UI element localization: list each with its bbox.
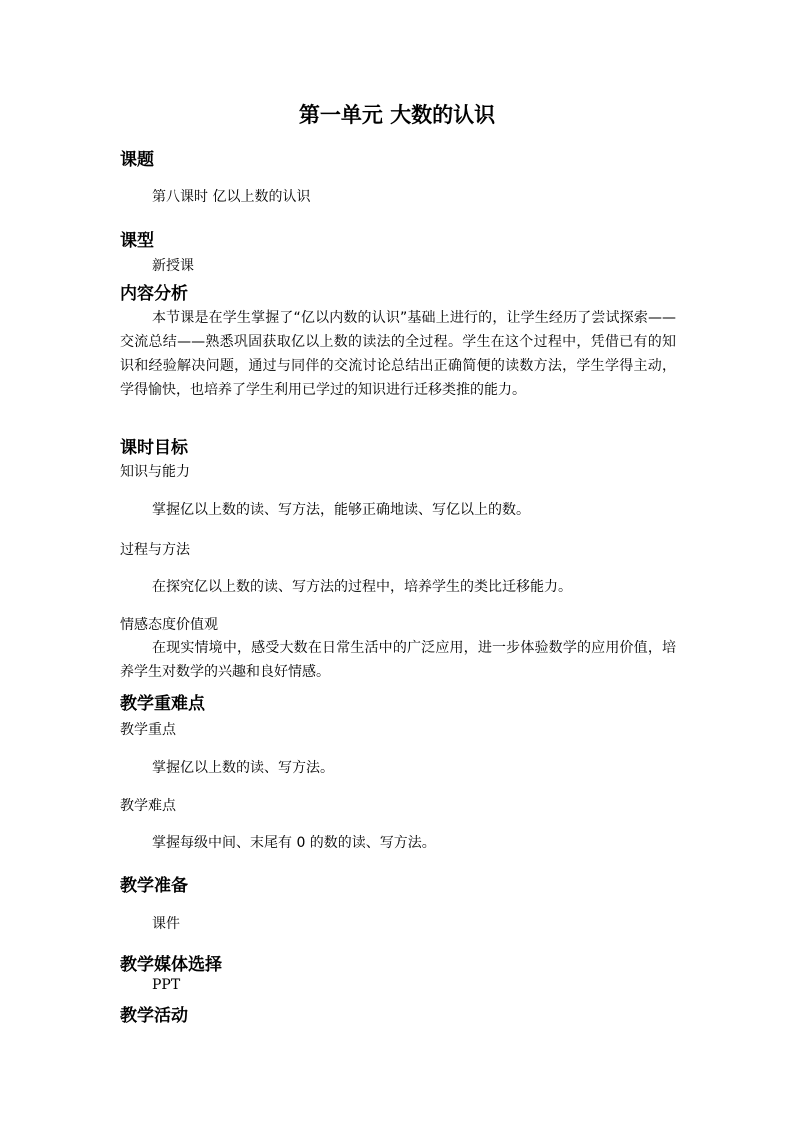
attitude-text: 在现实情境中，感受大数在日常生活中的广泛应用，进一步体验数学的应用价值，培养学生对数学的兴趣和良好情感。 (120, 640, 676, 680)
content-analysis-text: 本节课是在学生掌握了“亿以内数的认识”基础上进行的，让学生经历了尝试探索——交流总结——熟悉巩固获取亿以上数的读法的全过程。学生在这个过程中，凭借已有的知识和经验解决问题，通过与同伴的交流讨论总结出正确简便的读数方法，学生学得主动，学得愉快，也培养了学生利用已学过的知识进行迁移类推的能力。 (120, 310, 676, 398)
heading-activities: 教学活动 (120, 1006, 188, 1026)
key-point-text: 掌握亿以上数的读、写方法。 (152, 760, 334, 776)
subheading-attitude: 情感态度价值观 (120, 617, 218, 633)
document-title: 第一单元 大数的认识 (298, 103, 496, 127)
heading-topic: 课题 (120, 150, 154, 170)
subheading-difficulty: 教学难点 (120, 798, 176, 814)
topic-text: 第八课时 亿以上数的认识 (152, 189, 311, 205)
subheading-knowledge: 知识与能力 (120, 464, 190, 480)
preparation-text: 课件 (152, 916, 180, 932)
heading-preparation: 教学准备 (120, 876, 188, 896)
heading-key-points: 教学重难点 (120, 694, 205, 714)
difficulty-text: 掌握每级中间、末尾有 0 的数的读、写方法。 (152, 835, 436, 851)
heading-objectives: 课时目标 (120, 438, 188, 458)
heading-content-analysis: 内容分析 (120, 284, 188, 304)
lesson-type-text: 新授课 (152, 258, 194, 274)
heading-media: 教学媒体选择 (120, 955, 222, 975)
heading-lesson-type: 课型 (120, 231, 154, 251)
knowledge-text: 掌握亿以上数的读、写方法，能够正确地读、写亿以上的数。 (152, 502, 530, 518)
subheading-process: 过程与方法 (120, 542, 190, 558)
process-text: 在探究亿以上数的读、写方法的过程中，培养学生的类比迁移能力。 (152, 579, 572, 595)
media-text: PPT (152, 977, 181, 993)
subheading-key-point: 教学重点 (120, 722, 176, 738)
